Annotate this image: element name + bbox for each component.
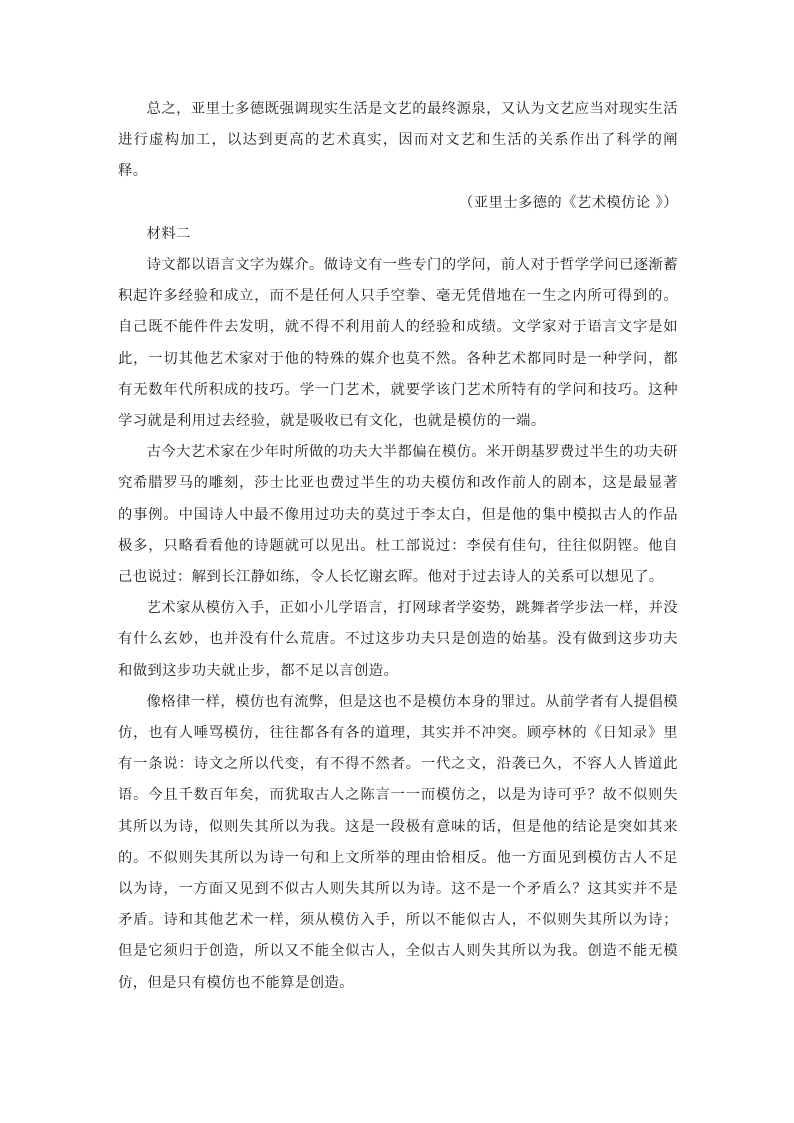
paragraph-1: 诗文都以语言文字为媒介。做诗文有一些专门的学问，前人对于哲学学问已逐渐蓄积起许多经验和成立，而不是任何人只手空拳、毫无凭借地在一生之内所可得到的。自己既不能件件去发明，就不得不利用前人的经验和成绩。文学家对于语言文字是如此，一切其他艺术家对于他的特殊的媒介也莫不然。各种艺术都同时是一种学问，都有无数年代所积成的技巧。学一门艺术，就要学该门艺术所特有的学问和技巧。这种学习就是利用过去经验，就是吸收已有文化，也就是模仿的一端。: [118, 257, 678, 430]
paragraph-4: 像格律一样，模仿也有流弊，但是这也不是模仿本身的罪过。从前学者有人提倡模仿，也有人唾骂模仿，往往都各有各的道理，其实并不冲突。顾亭林的《日知录》里有一条说：诗文之所以代变，有不得不然者。一代之文，沿袭已久，不容人人皆道此语。今且千数百年矣，而犹取古人之陈言一一而模仿之，以是为诗可乎？故不似则失其所以为诗，似则失其所以为我。这是一段极有意味的话，但是他的结论是突如其来的。不似则失其所以为诗一句和上文所举的理由恰相反。他一方面见到模仿古人不足以为诗，一方面又见到不似古人则失其所以为诗。这不是一个矛盾么？这其实并不是矛盾。诗和其他艺术一样，须从模仿入手，所以不能似古人，不似则失其所以为诗；但是它须归于创造，所以又不能全似古人，全似古人则失其所以为我。创造不能无模仿，但是只有模仿也不能算是创造。: [118, 693, 678, 991]
document-body: [118, 94, 678, 999]
paragraph-summary: 总之，亚里士多德既强调现实生活是文艺的最终源泉，又认为文艺应当对现实生活进行虚构加工，以达到更高的艺术真实，因而对文艺和生活的关系作出了科学的阐释。: [118, 101, 678, 180]
paragraph-3: 艺术家从模仿入手，正如小儿学语言，打网球者学姿势，跳舞者学步法一样，并没有什么玄妙，也并没有什么荒唐。不过这步功夫只是创造的始基。没有做到这步功夫和做到这步功夫就止步，都不足以言创造。: [118, 600, 678, 679]
attribution-line: （亚里士多德的《艺术模仿论 》）: [458, 194, 678, 211]
paragraph-2: 古今大艺术家在少年时所做的功夫大半都偏在模仿。米开朗基罗费过半生的功夫研究希腊罗马的雕刻，莎士比亚也费过半生的功夫模仿和改作前人的剧本，这是最显著的事例。中国诗人中最不像用过功夫的莫过于李太白，但是他的集中模拟古人的作品极多，只略看看他的诗题就可以见出。杜工部说过：李侯有佳句，往往似阴铿。他自己也说过：解到长江静如练，令人长忆谢玄晖。他对于过去诗人的关系可以想见了。: [118, 444, 678, 586]
section-heading: 材料二: [146, 225, 191, 242]
